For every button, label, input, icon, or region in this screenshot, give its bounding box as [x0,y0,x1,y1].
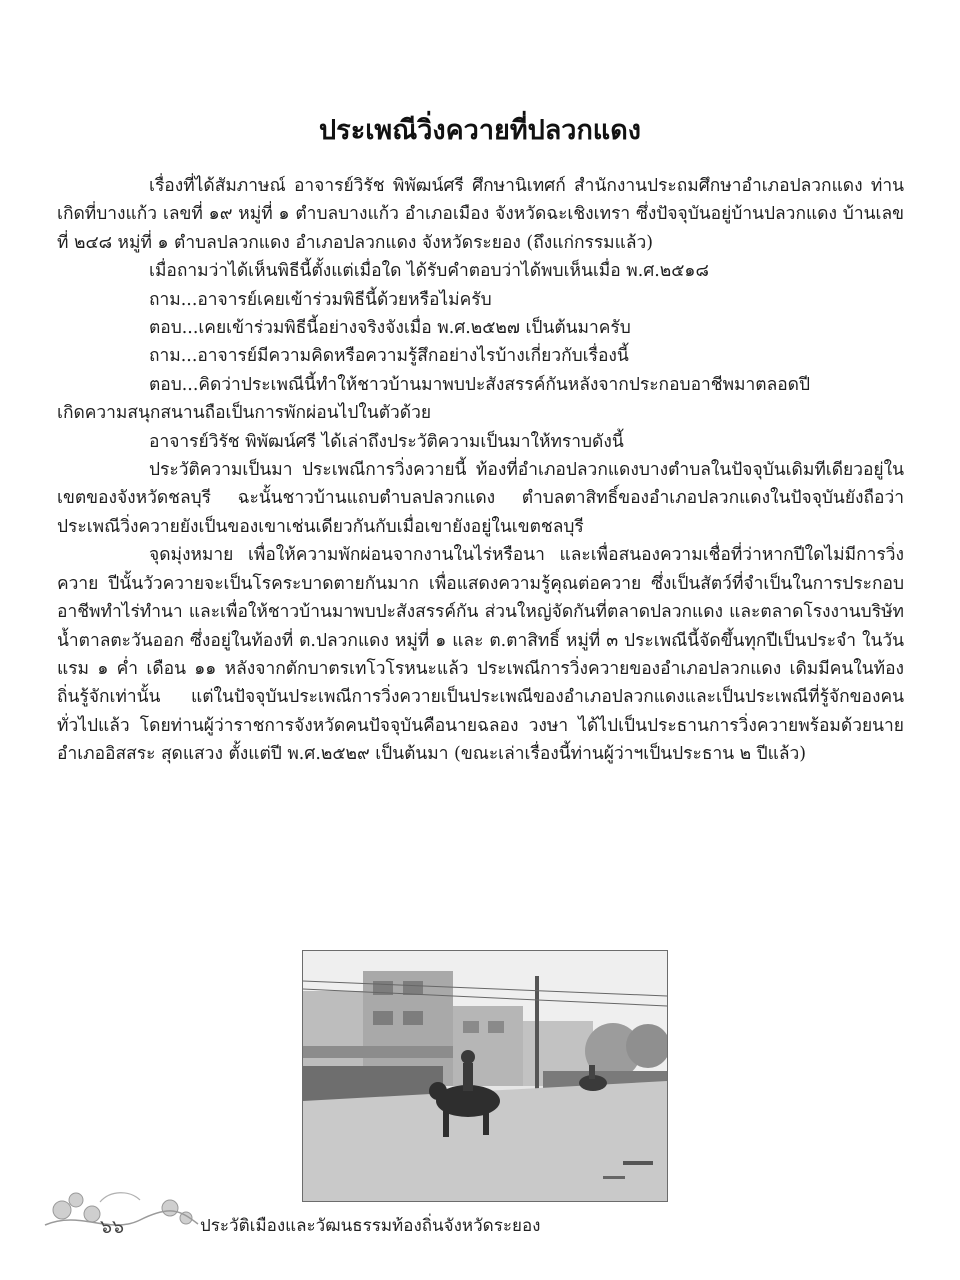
paragraph-purpose: จุดมุ่งหมาย เพื่อให้ความพักผ่อนจากงานในไร่หรือนา และเพื่อสนองความเชื่อที่ว่าหากปีใดไม่มีการวิ่งควาย ปีนั้นวัวควายจะเป็นโรคระบาดตายกันมาก เพื่อแสดงความรู้คุณต่อควาย ซึ่งเป็นสัตว์ที่จำเป็นในการประกอบอาชีพทำไร่ทำนา และเพื่อให้ชาวบ้านมาพบปะสังสรรค์กัน ส่วนใหญ่จัดกันที่ตลาดปลวกแดง และตลาดโรงงานบริษัทน้ำตาลตะวันออก ซึ่งอยู่ในท้องที่ ต.ปลวกแดง หมู่ที่ ๑ และ ต.ตาสิทธิ์ หมู่ที่ ๓ ประเพณีนี้จัดขึ้นทุกปีเป็นประจำ ในวันแรม ๑ ค่ำ เดือน ๑๑ หลังจากตักบาตรเทโวโรหนะแล้ว ประเพณีการวิ่งควายของอำเภอปลวกแดง เดิมมีคนในท้องถิ่นรู้จักเท่านั้น แต่ในปัจจุบันประเพณีการวิ่งควายเป็นประเพณีของอำเภอปลวกแดงและเป็นประเพณีที่รู้จักของคนทั่วไปแล้ว โดยท่านผู้ว่าราชการจังหวัดคนปัจจุบันคือนายฉลอง วงษา ได้ไปเป็นประธานการวิ่งควายพร้อมด้วยนายอำเภออิสสระ สุดแสวง ตั้งแต่ปี พ.ศ.๒๕๒๙ เป็นต้นมา (ขณะเล่าเรื่องนี้ท่านผู้ว่าฯเป็นประธาน ๒ ปีแล้ว) [57,545,904,765]
article-title: ประเพณีวิ่งควายที่ปลวกแดง [319,115,641,146]
paragraph-answer-2: ตอบ...คิดว่าประเพณีนี้ทำให้ชาวบ้านมาพบปะสังสรรค์กันหลังจากประกอบอาชีพมาตลอดปี [149,374,811,395]
paragraph-answer-1: ตอบ...เคยเข้าร่วมพิธีนี้อย่างจริงจังเมื่อ พ.ศ.๒๕๒๗ เป็นต้นมาครับ [149,318,631,339]
paragraph-history: ประวัติความเป็นมา ประเพณีการวิ่งควายนี้ ท้องที่อำเภอปลวกแดงบางตำบลในปัจจุบันเดิมทีเดียวอยู่ในเขตของจังหวัดชลบุรี ฉะนั้นชาวบ้านแถบตำบลปลวกแดง ตำบลตาสิทธิ์ของอำเภอปลวกแดงในปัจจุบันยังถือว่าประเพณีวิ่งควายยังเป็นของเขาเช่นเดียวกันกับเมื่อเขายังอยู่ในเขตชลบุรี [57,460,904,537]
article-body [57,172,904,769]
paragraph-answer-2-continued: เกิดความสนุกสนานถือเป็นการพักผ่อนไปในตัวด้วย [57,403,432,424]
page-number: ๖๖ [100,1216,125,1238]
book-title-footer: ประวัติเมืองและวัฒนธรรมท้องถิ่นจังหวัดระยอง [200,1216,541,1236]
paragraph-interview-intro: เรื่องที่ได้สัมภาษณ์ อาจารย์วิรัช พิพัฒน์ศรี ศึกษานิเทศก์ สำนักงานประถมศึกษาอำเภอปลวกแดง ท่านเกิดที่บางแก้ว เลขที่ ๑๙ หมู่ที่ ๑ ตำบลบางแก้ว อำเภอเมือง จังหวัดฉะเชิงเทรา ซึ่งปัจจุบันอยู่บ้านปลวกแดง บ้านเลขที่ ๒๔๘ หมู่ที่ ๑ ตำบลปลวกแดง อำเภอปลวกแดง จังหวัดระยอง (ถึงแก่กรรมแล้ว) [57,176,904,253]
paragraph-question-1: ถาม...อาจารย์เคยเข้าร่วมพิธีนี้ด้วยหรือไม่ครับ [149,289,492,310]
buffalo-race-illustration [303,951,667,1201]
paragraph-history-intro: อาจารย์วิรัช พิพัฒน์ศรี ได้เล่าถึงประวัติความเป็นมาให้ทราบดังนี้ [149,431,624,452]
paragraph-first-seen: เมื่อถามว่าได้เห็นพิธีนี้ตั้งแต่เมื่อใด ได้รับคำตอบว่าได้พบเห็นเมื่อ พ.ศ.๒๕๑๘ [149,261,709,282]
buffalo-race-photo [302,950,668,1202]
paragraph-question-2: ถาม...อาจารย์มีความคิดหรือความรู้สึกอย่างไรบ้างเกี่ยวกับเรื่องนี้ [149,346,629,367]
